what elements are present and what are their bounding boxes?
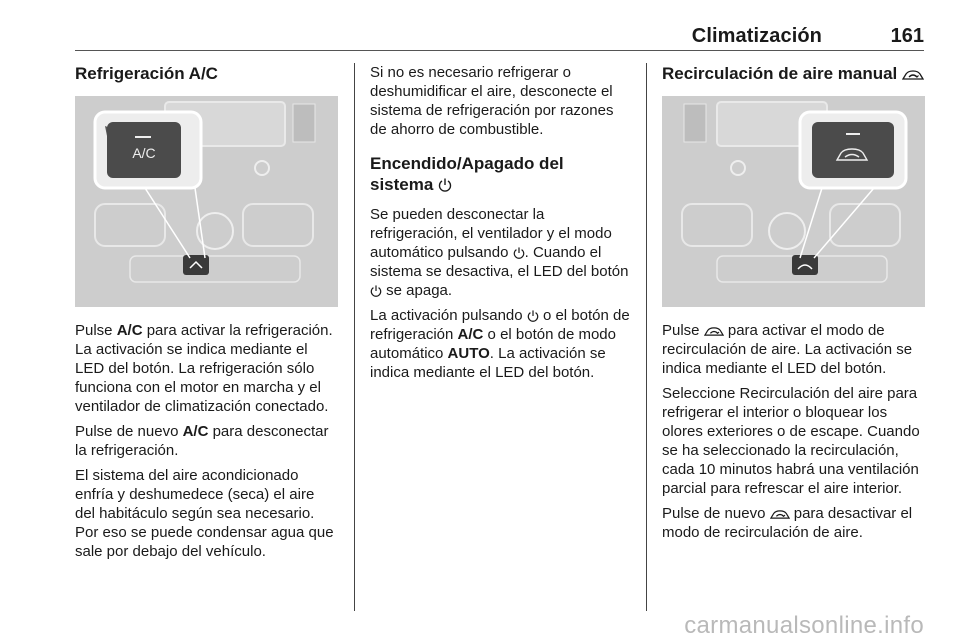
- section-heading-recirculation: Recirculación de aire manual: [662, 63, 926, 84]
- recirculation-icon: [902, 68, 924, 82]
- recirculation-icon: [770, 508, 790, 521]
- recirculation-panel-illustration: [662, 96, 925, 307]
- ac-paragraph-2: Pulse de nuevo A/C para desconectar la refrigeración.: [75, 423, 329, 459]
- chapter-title: Climatización: [691, 25, 822, 47]
- recirc-paragraph-3: Pulse de nuevo para desactivar el modo de recirculación de aire.: [662, 505, 913, 541]
- power-icon: [438, 177, 452, 193]
- onoff-paragraph-2: La activación pulsando o el botón de refrigeración A/C o el botón de modo automático AUTO. La activación se indica mediante el LED del botón.: [370, 307, 630, 381]
- ac-panel-illustration: [75, 96, 338, 307]
- recirc-paragraph-1: Pulse para activar el modo de recirculación de aire. La activación se indica mediante el LED del botón.: [662, 322, 913, 377]
- figure-recirculation-panel: [662, 96, 925, 307]
- section-heading-ac: Refrigeración A/C: [75, 64, 218, 83]
- power-icon: [513, 246, 525, 260]
- ac-paragraph-3: El sistema del aire acondicionado enfría y deshumedece (seca) el aire del habitáculo según sea necesario. Por eso se puede condensar agua que sale por debajo del vehículo.: [75, 467, 334, 560]
- figure-ac-label: A/C: [132, 145, 156, 161]
- header-rule: [75, 50, 924, 51]
- column-system-onoff: [370, 63, 632, 388]
- onoff-paragraph-1: Se pueden desconectar la refrigeración, el ventilador y el modo automático pulsando . Cuando el sistema se desactiva, el LED del botón se apaga.: [370, 206, 629, 299]
- page-number: 161: [890, 25, 924, 47]
- column-divider-2: [646, 63, 647, 611]
- power-icon: [370, 284, 382, 298]
- recirc-paragraph-2: Seleccione Recirculación del aire para refrigerar el interior o bloquear los olores exteriores o de escape. Cuando se ha seleccionado la recirculación, cada 10 minutos habrá una ventilación parcial para refrescar el aire interior.: [662, 385, 920, 497]
- watermark-site: carmanualsonline.info: [684, 612, 924, 639]
- figure-ac-panel: [75, 96, 338, 307]
- recirculation-icon: [704, 325, 724, 338]
- ac-paragraph-1: Pulse A/C para activar la refrigeración. La activación se indica mediante el LED del botón. La refrigeración sólo funciona con el motor en marcha y el ventilador de climatización conectado.: [75, 322, 333, 415]
- column-ac-cooling: [75, 63, 338, 567]
- column-recirculation: [662, 63, 926, 548]
- fuel-saving-paragraph: Si no es necesario refrigerar o deshumidificar el aire, desconecte el sistema de refrigeración por razones de ahorro de combustible.: [370, 64, 614, 138]
- power-icon: [527, 309, 539, 323]
- section-heading-onoff: Encendido/Apagado del sistema: [370, 154, 564, 194]
- column-divider-1: [354, 63, 355, 611]
